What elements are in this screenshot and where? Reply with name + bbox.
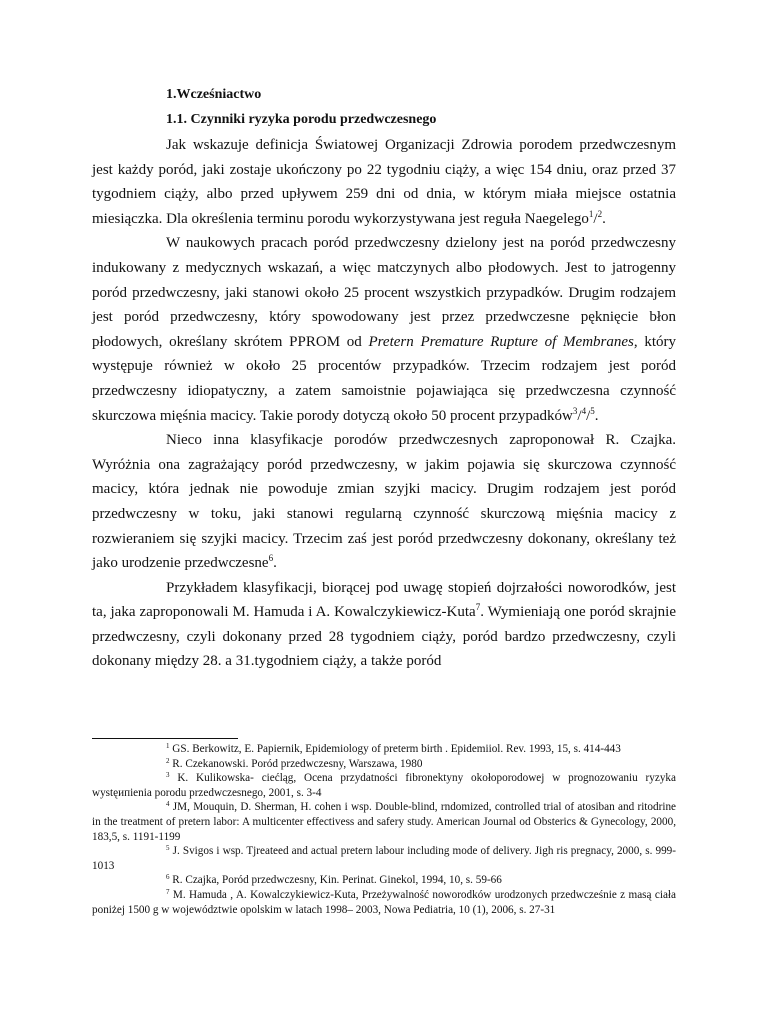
footnote-text: J. Svigos i wsp. Tjreateed and actual pretern labour including mode of delivery. Jigh ris pregnacy, 2000, s. 999-1013 bbox=[92, 845, 676, 872]
body-text bbox=[92, 133, 676, 674]
footnote bbox=[92, 800, 676, 844]
footnote-ref-3[interactable]: 3 bbox=[572, 405, 578, 416]
footnote bbox=[92, 771, 676, 800]
paragraph-4 bbox=[92, 576, 676, 674]
paragraph-2-end: . bbox=[594, 407, 599, 424]
paragraph-3-end: . bbox=[273, 555, 277, 572]
paragraph-4-text-b: . Wymieniają one poród skrajnie przedwczesny, czyli dokonany przed 28 tygodniem ciąży, poród bardzo przedwczesny, czyli dokonany między 28. a 31.tygodniem ciąży, a także poród bbox=[92, 604, 677, 670]
section-heading: 1.1. Czynniki ryzyka porodu przedwczesnego bbox=[166, 112, 437, 127]
footnote-separator bbox=[92, 738, 238, 739]
footnote bbox=[92, 873, 676, 888]
footnote-ref-5[interactable]: 5 bbox=[590, 405, 595, 416]
footnote-number: 3 bbox=[166, 771, 170, 780]
footnote-number: 2 bbox=[166, 756, 170, 765]
chapter-heading: 1.Wcześniactwo bbox=[166, 87, 262, 102]
footnote-ref-1[interactable]: 1 bbox=[588, 208, 594, 219]
paragraph-2-italic: Pretern Premature Rupture of Membranes bbox=[368, 333, 634, 350]
footnote-text: R. Czajka, Poród przedwczesny, Kin. Perinat. Ginekol, 1994, 10, s. 59-66 bbox=[169, 874, 502, 887]
paragraph-2-text-a: W naukowych pracach poród przedwczesny dzielony jest na poród przedwczesny indukowany z medycznych wskazań, a więc matczynych albo płodowych. Jest to jatrogenny poród przedwczesny, jaki stanowi około 25 procent wszystkich przypadków. Drugim rodzajem jest poród przedwczesny, który spowodowany jest przez przedwczesne pęknięcie błon płodowych, określany skrótem PPROM od bbox=[92, 235, 676, 350]
footnote-ref-2[interactable]: 2 bbox=[597, 208, 603, 219]
footnote-ref-6[interactable]: 6 bbox=[268, 553, 274, 564]
footnote bbox=[92, 844, 676, 873]
footnote bbox=[92, 888, 676, 917]
paragraph-4-text-a: Przykładem klasyfikacji, biorącej pod uwagę stopień dojrzałości noworodków, jest ta, jaka zaproponowali M. Hamuda i A. Kowalczykiewicz-Kuta bbox=[92, 579, 676, 621]
paragraph-2: W naukowych pracach poród przedwczesny dzielony jest na poród przedwczesny indukowany z medycznych wskazań, a więc matczynych albo płodowych. Jest to jatrogenny poród przedwczesny, jaki stanowi około 25 procent wszystkich przypadków. Drugim rodzajem jest poród przedwczesny, który spowodowany jest przez przedwczesne pęknięcie błon płodowych, określany skrótem PPROM od Pretern Premature Rupture of Membranes, który występuje również w około 25 procentów przypadków. Trzecim rodzajem jest poród przedwczesny idiopatyczny, a zatem samoistnie pojawiająca się przedwczesna czynność skurczowa mięśnia macicy. Takie porody dotyczą około 50 procent przypadków$^3$/$^4$/$^5$. bbox=[92, 235, 676, 424]
paragraph-3-text: Nieco inna klasyfikacje porodów przedwczesnych zaproponował R. Czajka. Wyróżnia ona zagrażający poród przedwczesny, w jakim pojawia się skurczowa czynność macicy, która jednak nie powoduje zmian szyjki macicy. Drugim rodzajem jest poród przedwczesny w toku, jaki stanowi regularną czynność skurczową mięśnia macicy z rozwieraniem się szyjki macicy. Trzecim zaś jest poród przedwczesny dokonany, określany też jako urodzenie przedwczesne bbox=[92, 432, 676, 572]
footnote bbox=[92, 757, 676, 772]
paragraph-1: Jak wskazuje definicja Światowej Organizacji Zdrowia porodem przedwczesnym jest każdy poród, jaki zostaje ukończony po 22 tygodniu ciąży, a więc 154 dniu, oraz przed 37 tygodniem ciąży, albo przed upływem 259 dni od dnia, w którym miała miejsce ostatnia miesiączka. Dla określenia terminu porodu wykorzystywana jest reguła Naegelego$^1$/$^2$. bbox=[92, 137, 676, 227]
footnote-number: 7 bbox=[166, 887, 170, 896]
footnote-text: JM, Mouquin, D. Sherman, H. cohen i wsp. Double-blind, rndomized, controlled trial of atosiban and ritodrine in the treatment of pretern labor: A multicenter effectivess and safery study. American Journal od Obsterics & Gynecology, 2000, 183,5, s. 1191-1199 bbox=[92, 801, 676, 843]
paragraph-2-text-b: , który występuje również w około 25 procentów przypadków. Trzecim rodzajem jest poród przedwczesny idiopatyczny, a zatem samoistnie pojawiająca się przedwczesna czynność skurczowa mięśnia macicy. Takie porody dotyczą około 50 procent przypadków bbox=[92, 333, 676, 424]
footnote-text: M. Hamuda , A. Kowalczykiewicz-Kuta, Przeżywalność noworodków urodzonych przedwcześnie z masą ciała poniżej 1500 g w województwie opolskim w latach 1998– 2003, Nowa Pediatria, 10 (1), 2006, s. 27-31 bbox=[92, 888, 676, 916]
footnotes bbox=[92, 742, 676, 917]
footnote bbox=[92, 742, 676, 757]
footnote-text: K. Kulikowska- ciećląg, Ocena przydatności fibronektyny okołoporodowej w prognozowaniu ryzyka wystęипienia porodu przedwczesnego, 2001, s. 3-4 bbox=[92, 772, 676, 799]
footnote-number: 6 bbox=[166, 873, 170, 882]
footnote-text: GS. Berkowitz, E. Papiernik, Epidemiology of preterm birth . Epidemiiol. Rev. 1993, 15, s. 414-443 bbox=[169, 743, 621, 755]
footnote-number: 5 bbox=[166, 844, 170, 853]
footnote-number: 1 bbox=[166, 742, 170, 750]
footnote-ref-7[interactable]: 7 bbox=[475, 602, 481, 613]
paragraph-3 bbox=[92, 428, 676, 576]
footnote-text: R. Czekanowski. Poród przedwczesny, Warszawa, 1980 bbox=[169, 757, 423, 770]
paragraph-1-end: . bbox=[602, 210, 606, 227]
footnote-ref-4[interactable]: 4 bbox=[581, 405, 587, 416]
paragraph-1-text: Jak wskazuje definicja Światowej Organizacji Zdrowia porodem przedwczesnym jest każdy poród, jaki zostaje ukończony po 22 tygodniu ciąży, a więc 154 dniu, oraz przed 37 tygodniem ciąży, albo przed upływem 259 dni od dnia, w którym miała miejsce ostatnia miesiączka. Dla określenia terminu porodu wykorzystywana jest reguła Naegelego bbox=[92, 137, 676, 227]
footnote-number: 4 bbox=[166, 800, 170, 809]
